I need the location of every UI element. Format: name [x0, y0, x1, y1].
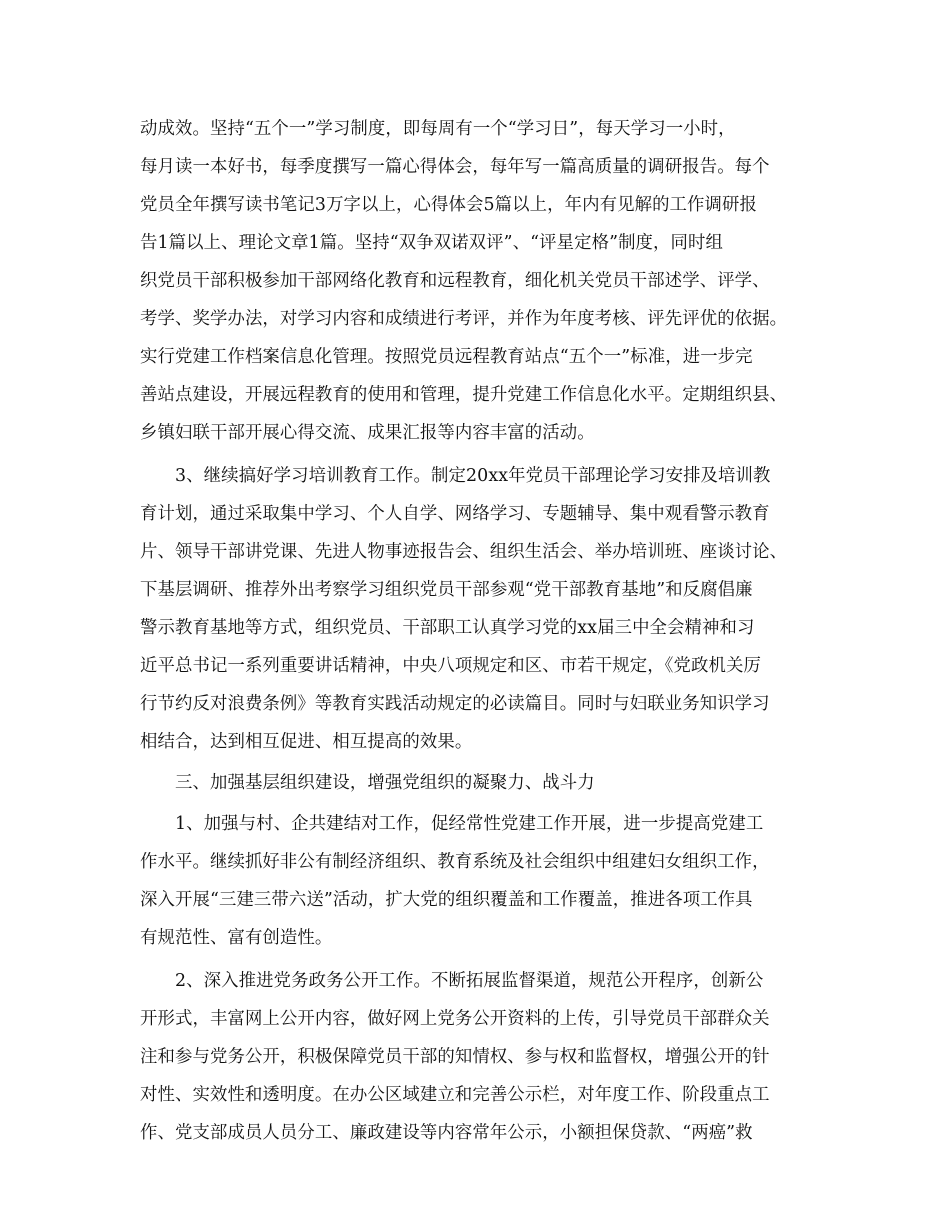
section-heading: 三、加强基层组织建设，增强党组织的凝聚力、战斗力	[175, 773, 595, 793]
paragraph-first-line: 2、深入推进党务政务公开工作。不断拓展监督渠道，规范公开程序，创新公	[175, 971, 764, 991]
paragraph-first-line: 1、加强与村、企共建结对工作，促经常性党建工作开展，进一步提高党建工	[175, 814, 764, 834]
paragraph-first-line: 3、继续搞好学习培训教育工作。制定20xx年党员干部理论学习安排及培训教	[175, 466, 771, 486]
body-text-line: 每月读一本好书，每季度撰写一篇心得体会，每年写一篇高质量的调研报告。每个	[140, 157, 770, 177]
body-text-line: 实行党建工作档案信息化管理。按照党员远程教育站点“五个一”标准，进一步完	[140, 347, 753, 367]
body-text-line: 织党员干部积极参加干部网络化教育和远程教育，细化机关党员干部述学、评学、	[140, 271, 770, 291]
body-text-line: 相结合，达到相互促进、相互提高的效果。	[140, 732, 473, 752]
body-text-line: 片、领导干部讲党课、先进人物事迹报告会、组织生活会、举办培训班、座谈讨论、	[140, 542, 788, 562]
body-text-line: 注和参与党务公开，积极保障党员干部的知情权、参与权和监督权，增强公开的针	[140, 1047, 770, 1067]
body-text-line: 深入开展“三建三带六送”活动，扩大党的组织覆盖和工作覆盖，推进各项工作具	[140, 890, 753, 910]
body-text-line: 行节约反对浪费条例》等教育实践活动规定的必读篇目。同时与妇联业务知识学习	[140, 694, 770, 714]
body-text-line: 乡镇妇联干部开展心得交流、成果汇报等内容丰富的活动。	[140, 423, 595, 443]
body-text-line: 近平总书记一系列重要讲话精神，中央八项规定和区、市若干规定，《党政机关厉	[140, 656, 761, 676]
body-text-line: 警示教育基地等方式，组织党员、干部职工认真学习党的xx届三中全会精神和习	[140, 618, 755, 638]
body-text-line: 下基层调研、推荐外出考察学习组织党员干部参观“党干部教育基地”和反腐倡廉	[140, 580, 753, 600]
body-text-line: 育计划，通过采取集中学习、个人自学、网络学习、专题辅导、集中观看警示教育	[140, 504, 770, 524]
body-text-line: 对性、实效性和透明度。在办公区域建立和完善公示栏，对年度工作、阶段重点工	[140, 1085, 770, 1105]
body-text-line: 考学、奖学办法，对学习内容和成绩进行考评，并作为年度考核、评先评优的依据。	[140, 309, 788, 329]
body-text-line: 党员全年撰写读书笔记3万字以上，心得体会5篇以上，年内有见解的工作调研报	[140, 195, 758, 215]
body-text-line: 善站点建设，开展远程教育的使用和管理，提升党建工作信息化水平。定期组织县、	[140, 385, 788, 405]
body-text-line: 动成效。坚持“五个一”学习制度，即每周有一个“学习日”，每天学习一小时，	[140, 119, 736, 139]
body-text-line: 作、党支部成员人员分工、廉政建设等内容常年公示，小额担保贷款、“两癌”救	[140, 1123, 753, 1143]
body-text-line: 作水平。继续抓好非公有制经济组织、教育系统及社会组织中组建妇女组织工作，	[140, 852, 770, 872]
body-text-line: 有规范性、富有创造性。	[140, 928, 333, 948]
body-text-line: 告1篇以上、理论文章1篇。坚持“双争双诺双评”、“评星定格”制度，同时组	[140, 233, 724, 253]
body-text-line: 开形式，丰富网上公开内容，做好网上党务公开资料的上传，引导党员干部群众关	[140, 1009, 770, 1029]
